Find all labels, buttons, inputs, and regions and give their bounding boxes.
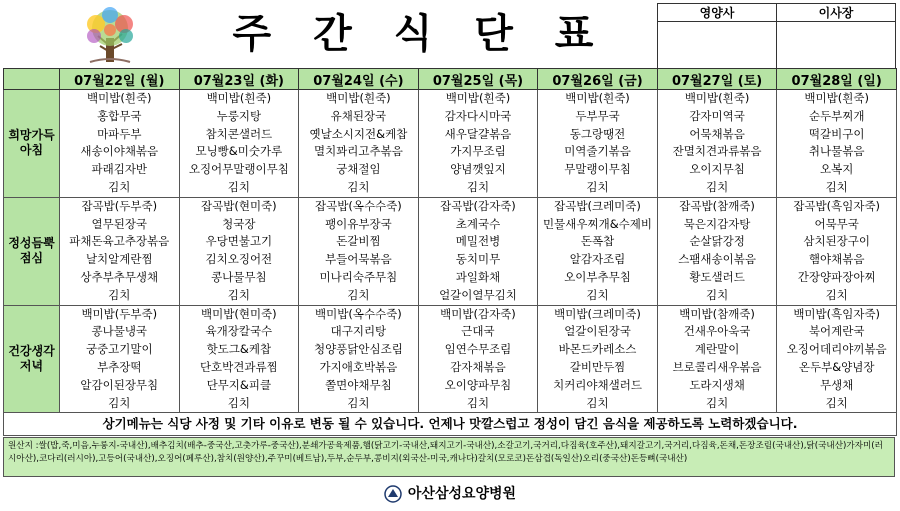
menu-item: 계란말이 bbox=[694, 342, 740, 357]
menu-item: 새송이야채볶음 bbox=[80, 144, 159, 159]
menu-item: 백미밥(흰죽) bbox=[684, 91, 750, 105]
menu-item: 김치 bbox=[108, 395, 131, 410]
menu-item: 스팸새송이볶음 bbox=[678, 252, 756, 267]
menu-item: 김치 bbox=[705, 179, 729, 194]
menu-item: 잡곡밥(흑임자죽) bbox=[793, 198, 881, 213]
menu-item: 무말랭이무침 bbox=[564, 162, 631, 177]
menu-item: 궁중고기말이 bbox=[85, 342, 153, 357]
menu-cell bbox=[657, 90, 777, 198]
menu-item: 도라지생채 bbox=[689, 377, 745, 392]
meal-row-lunch bbox=[4, 197, 897, 305]
menu-item: 묵은지감자탕 bbox=[683, 216, 751, 231]
menu-item: 잡곡밥(크레미죽) bbox=[554, 198, 641, 213]
menu-item: 김치 bbox=[347, 395, 370, 410]
menu-cell bbox=[299, 90, 419, 198]
menu-item: 잡곡밥(감자죽) bbox=[440, 198, 516, 213]
menu-cell bbox=[418, 90, 538, 198]
meal-row-breakfast bbox=[4, 90, 897, 198]
menu-item: 브로콜리새우볶음 bbox=[672, 359, 762, 374]
menu-item: 김치 bbox=[108, 179, 131, 194]
menu-item: 임연수무조림 bbox=[444, 342, 512, 357]
menu-item: 돈폭찹 bbox=[580, 234, 615, 249]
footer bbox=[0, 482, 900, 506]
menu-item: 백미밥(흑임자죽) bbox=[793, 306, 881, 321]
menu-item: 백미밥(현미죽) bbox=[201, 306, 277, 321]
menu-item: 김치 bbox=[227, 287, 250, 302]
menu-item: 근대국 bbox=[461, 324, 495, 339]
day-header: 07월27일 (토) bbox=[657, 69, 777, 90]
menu-item: 열무된장국 bbox=[91, 216, 148, 231]
menu-item: 알감자조림 bbox=[569, 252, 626, 267]
menu-item: 햄야채볶음 bbox=[808, 252, 865, 267]
menu-item: 미역줄기볶음 bbox=[564, 144, 631, 159]
menu-item: 오이양파무침 bbox=[444, 377, 512, 392]
menu-item: 단무지&피클 bbox=[206, 377, 272, 392]
menu-item: 백미밥(두부죽) bbox=[81, 306, 158, 321]
menu-item: 참치콘샐러드 bbox=[205, 126, 273, 141]
menu-cell bbox=[418, 305, 538, 413]
menu-item: 양념깻잎지 bbox=[450, 162, 506, 177]
origin-info: 원산지 :쌀(밥,죽,미음,누룽지-국내산),배추김치(배추-중국산,고춧가루-중국산),분쇄가공육제품,햄(닭고기-국내산,돼지고기-국내산),소갈고기,국거리,다짐육(호주산),돼지갈고기,국거리,다짐육,돈채,돈장조림(국내산),닭(국내산)가자미(러시아산),코다리(러시아),고등어(국내산),오징어(페루산),참치(원양산),주꾸미(베트남),두부,순두부,콩비지(외국산-미국,캐나다)갈치(모로코)돈삼겹(독일산)오리(중국산)돈등뼈(국내산) bbox=[3, 437, 895, 477]
day-header: 07월25일 (목) bbox=[418, 69, 538, 90]
menu-cell bbox=[777, 305, 897, 413]
menu-item: 백미밥(흰죽) bbox=[565, 91, 630, 105]
menu-item: 단호박견과류찜 bbox=[199, 359, 278, 374]
menu-item: 황도샐러드 bbox=[689, 269, 745, 284]
notice-text: 상기메뉴는 식당 사정 및 기타 이유로 변동 될 수 있습니다. 언제나 맛깔스럽고 정성이 담긴 음식을 제공하도록 노력하겠습니다. bbox=[3, 412, 897, 436]
menu-item: 동치미무 bbox=[455, 252, 501, 267]
menu-item: 백미밥(흰죽) bbox=[206, 91, 272, 105]
menu-item: 알감이된장무침 bbox=[80, 377, 159, 392]
menu-cell bbox=[60, 197, 180, 305]
menu-item: 잡곡밥(현미죽) bbox=[201, 198, 277, 213]
meal-row-dinner bbox=[4, 305, 897, 413]
menu-item: 모닝빵&미숫가루 bbox=[195, 144, 283, 159]
menu-item: 부들어묵볶음 bbox=[325, 252, 392, 267]
menu-item: 돈갈비찜 bbox=[336, 234, 381, 249]
menu-item: 상추부추무생채 bbox=[80, 269, 159, 284]
menu-cell bbox=[538, 305, 658, 413]
menu-cell bbox=[299, 305, 419, 413]
menu-item: 두부무국 bbox=[575, 108, 620, 123]
menu-item: 부추장떡 bbox=[97, 359, 142, 374]
menu-item: 홍합무국 bbox=[97, 108, 142, 123]
menu-item: 새우달걀볶음 bbox=[444, 126, 512, 141]
director-label: 이사장 bbox=[777, 4, 896, 22]
menu-item: 오징어데리야끼볶음 bbox=[786, 342, 887, 357]
menu-item: 팽이유부장국 bbox=[325, 216, 392, 231]
menu-cell bbox=[657, 305, 777, 413]
menu-item: 콩나물냉국 bbox=[91, 324, 148, 339]
menu-item: 김치 bbox=[347, 287, 370, 302]
menu-cell bbox=[179, 305, 299, 413]
menu-item: 김치오징어전 bbox=[205, 252, 273, 267]
meal-label-lunch: 정성듬뿍 점심 bbox=[4, 197, 60, 305]
menu-item: 민물새우찌개&수제비 bbox=[543, 216, 652, 231]
menu-item: 우당면불고기 bbox=[205, 234, 273, 249]
menu-item: 백미밥(흰죽) bbox=[87, 91, 152, 105]
menu-cell bbox=[60, 305, 180, 413]
menu-item: 초계국수 bbox=[455, 216, 501, 231]
menu-item: 마파두부 bbox=[97, 126, 142, 141]
nutritionist-label: 영양사 bbox=[658, 4, 777, 22]
menu-item: 간장양파장아찌 bbox=[797, 269, 876, 284]
menu-item: 오복지 bbox=[820, 162, 854, 177]
day-header: 07월26일 (금) bbox=[538, 69, 658, 90]
menu-item: 온두부&양념장 bbox=[798, 359, 875, 374]
menu-item: 오이지무침 bbox=[689, 162, 745, 177]
menu-item: 쫄면야채무침 bbox=[325, 377, 392, 392]
menu-item: 김치 bbox=[705, 395, 729, 410]
menu-item: 삼치된장구이 bbox=[803, 234, 871, 249]
menu-item: 메밀전병 bbox=[455, 234, 501, 249]
menu-item: 백미밥(흰죽) bbox=[445, 91, 511, 105]
menu-item: 육개장칼국수 bbox=[205, 324, 273, 339]
menu-item: 북어계란국 bbox=[808, 324, 865, 339]
menu-item: 미나리숙주무침 bbox=[319, 269, 398, 284]
menu-item: 김치 bbox=[227, 395, 250, 410]
menu-item: 김치 bbox=[825, 287, 848, 302]
menu-item: 백미밥(크레미죽) bbox=[554, 306, 641, 321]
menu-item: 무생채 bbox=[820, 377, 854, 392]
meal-label-dinner: 건강생각 저녁 bbox=[4, 305, 60, 413]
tree-logo-icon bbox=[70, 6, 150, 66]
menu-cell bbox=[299, 197, 419, 305]
menu-item: 오이부추무침 bbox=[564, 269, 631, 284]
corner-cell bbox=[4, 69, 60, 90]
menu-item: 과일화채 bbox=[455, 269, 501, 284]
menu-item: 김치 bbox=[466, 395, 490, 410]
menu-item: 파래김자반 bbox=[91, 162, 148, 177]
menu-item: 김치 bbox=[108, 287, 131, 302]
menu-cell bbox=[538, 90, 658, 198]
page-title: 주 간 식 단 표 bbox=[232, 11, 608, 57]
menu-item: 치커리야채샐러드 bbox=[553, 377, 642, 392]
menu-item: 백미밥(참깨죽) bbox=[679, 306, 755, 321]
menu-item: 대구지리탕 bbox=[330, 324, 387, 339]
day-header-row bbox=[4, 69, 897, 90]
menu-item: 청양풍닭안심조림 bbox=[313, 342, 403, 357]
menu-item: 날치알계란찜 bbox=[85, 252, 153, 267]
nutritionist-sign-box[interactable] bbox=[658, 22, 777, 69]
menu-item: 청국장 bbox=[222, 216, 256, 231]
menu-item: 감자다시마국 bbox=[444, 108, 512, 123]
menu-item: 떡갈비구이 bbox=[808, 126, 865, 141]
menu-item: 김치 bbox=[825, 179, 848, 194]
menu-item: 김치 bbox=[466, 179, 490, 194]
menu-item: 바몬드카레소스 bbox=[558, 342, 637, 357]
menu-item: 누룽지탕 bbox=[216, 108, 262, 123]
menu-cell bbox=[657, 197, 777, 305]
day-header: 07월23일 (화) bbox=[179, 69, 299, 90]
menu-cell bbox=[60, 90, 180, 198]
menu-item: 순두부찌개 bbox=[808, 108, 865, 123]
menu-item: 잡곡밥(참깨죽) bbox=[679, 198, 755, 213]
menu-item: 어묵무국 bbox=[814, 216, 859, 231]
menu-cell bbox=[538, 197, 658, 305]
menu-item: 옛날소시지전&케찹 bbox=[309, 126, 408, 141]
menu-item: 궁채절임 bbox=[336, 162, 381, 177]
day-header: 07월24일 (수) bbox=[299, 69, 419, 90]
menu-item: 김치 bbox=[586, 179, 609, 194]
menu-item: 순살닭강정 bbox=[689, 234, 745, 249]
menu-item: 가지무조림 bbox=[450, 144, 506, 159]
menu-item: 김치 bbox=[825, 395, 848, 410]
menu-item: 잔멸치견과류볶음 bbox=[672, 144, 762, 159]
menu-item: 갈비만두찜 bbox=[569, 359, 626, 374]
menu-item: 감자미역국 bbox=[689, 108, 745, 123]
menu-item: 김치 bbox=[705, 287, 729, 302]
director-sign-box[interactable] bbox=[777, 22, 896, 69]
approval-box bbox=[657, 3, 896, 69]
menu-item: 잡곡밥(옥수수죽) bbox=[315, 198, 402, 213]
menu-item: 오징어무말랭이무침 bbox=[188, 162, 289, 177]
hospital-name: 아산삼성요양병원 bbox=[407, 486, 517, 502]
menu-cell bbox=[418, 197, 538, 305]
menu-item: 김치 bbox=[586, 287, 609, 302]
menu-item: 감자채볶음 bbox=[450, 359, 506, 374]
menu-item: 가지애호박볶음 bbox=[319, 359, 398, 374]
menu-item: 건새우아욱국 bbox=[683, 324, 751, 339]
menu-item: 취나물볶음 bbox=[808, 144, 865, 159]
menu-item: 김치 bbox=[227, 179, 250, 194]
day-header: 07월28일 (일) bbox=[777, 69, 897, 90]
menu-item: 어묵채볶음 bbox=[689, 126, 745, 141]
menu-cell bbox=[179, 197, 299, 305]
hospital-emblem-icon bbox=[384, 485, 402, 503]
menu-item: 콩나물무침 bbox=[211, 269, 267, 284]
menu-item: 멸치꽈리고추볶음 bbox=[313, 144, 403, 159]
meal-label-breakfast: 희망가득 아침 bbox=[4, 90, 60, 198]
menu-item: 파채돈육고추장볶음 bbox=[69, 234, 170, 249]
menu-item: 유채된장국 bbox=[330, 108, 387, 123]
menu-item: 백미밥(흰죽) bbox=[326, 91, 391, 105]
menu-item: 핫도그&케찹 bbox=[206, 342, 272, 357]
weekly-menu-table bbox=[3, 68, 897, 413]
menu-item: 얼갈이된장국 bbox=[564, 324, 631, 339]
menu-cell bbox=[179, 90, 299, 198]
menu-item: 얼갈이열무김치 bbox=[439, 287, 517, 302]
menu-item: 백미밥(흰죽) bbox=[804, 91, 869, 105]
menu-item: 김치 bbox=[347, 179, 370, 194]
day-header: 07월22일 (월) bbox=[60, 69, 180, 90]
menu-item: 백미밥(옥수수죽) bbox=[315, 306, 402, 321]
menu-item: 동그랑땡전 bbox=[569, 126, 626, 141]
menu-item: 백미밥(감자죽) bbox=[440, 306, 516, 321]
menu-cell bbox=[777, 90, 897, 198]
menu-item: 잡곡밥(두부죽) bbox=[81, 198, 158, 213]
menu-item: 김치 bbox=[586, 395, 609, 410]
menu-cell bbox=[777, 197, 897, 305]
